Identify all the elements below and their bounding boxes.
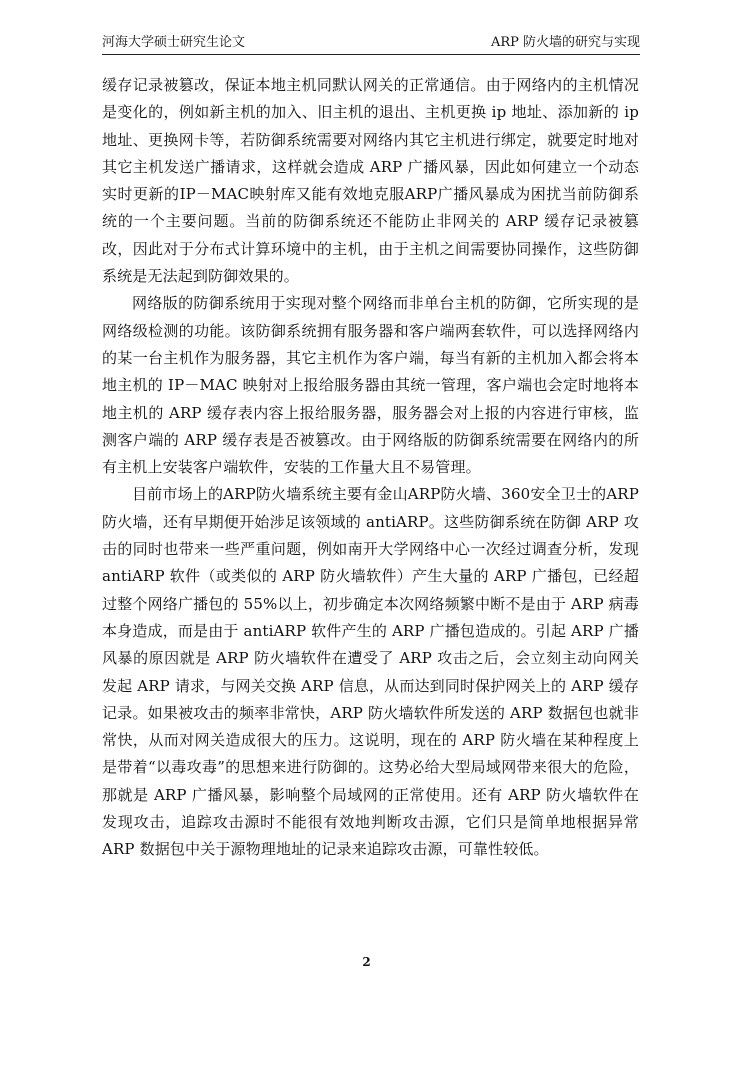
paragraph-1: 缓存记录被篡改，保证本地主机同默认网关的正常通信。由于网络内的主机情况是变化的，例如新主机的加入、旧主机的退出、主机更换 ip 地址、添加新的 ip 地址、更换网卡等，若防御系统需要对网络内其它主机进行绑定，就要定时地对其它主机发送广播请求，这样就会造成 ARP 广播风暴，因此如何建立一个动态实时更新的IP－MAC映射库又能有效地克服ARP广播风暴成为困扰当前防御系统的一个主要问题。当前的防御系统还不能防止非网关的 ARP 缓存记录被篡改，因此对于分布式计算环境中的主机，由于主机之间需要协同操作，这些防御系统是无法起到防御效果的。 bbox=[102, 76, 639, 286]
header-rule bbox=[102, 54, 640, 55]
page-number: 2 bbox=[362, 955, 371, 969]
body-text bbox=[102, 72, 639, 864]
header-thesis-title: 河海大学硕士研究生论文 bbox=[102, 35, 246, 50]
running-header bbox=[102, 34, 640, 56]
paragraph-2: 网络版的防御系统用于实现对整个网络而非单台主机的防御，它所实现的是网络级检测的功能。该防御系统拥有服务器和客户端两套软件，可以选择网络内的某一台主机作为服务器，其它主机作为客户端，每当有新的主机加入都会将本地主机的 IP－MAC 映射对上报给服务器由其统一管理，客户端也会定时地将本地主机的 ARP 缓存表内容上报给服务器，服务器会对上报的内容进行审核，监测客户端的 ARP 缓存表是否被篡改。由于网络版的防御系统需要在网络内的所有主机上安装客户端软件，安装的工作量大且不易管理。 bbox=[102, 294, 639, 477]
header-chapter-title: ARP 防火墙的研究与实现 bbox=[490, 35, 640, 50]
paragraph-3: 目前市场上的ARP防火墙系统主要有金山ARP防火墙、360安全卫士的ARP防火墙，还有早期便开始涉足该领域的 antiARP。这些防御系统在防御 ARP 攻击的同时也带来一些严重问题，例如南开大学网络中心一次经过调查分析，发现 antiARP 软件（或类似的 ARP 防火墙软件）产生大量的 ARP 广播包，已经超过整个网络广播包的 55%以上，初步确定本次网络频繁中断不是由于 ARP 病毒本身造成，而是由于 antiARP 软件产生的 ARP 广播包造成的。引起 ARP 广播风暴的原因就是 ARP 防火墙软件在遭受了 ARP 攻击之后，会立刻主动向网关发起 ARP 请求，与网关交换 ARP 信息，从而达到同时保护网关上的 ARP 缓存记录。如果被攻击的频率非常快，ARP 防火墙软件所发送的 ARP 数据包也就非常快，从而对网关造成很大的压力。这说明，现在的 ARP 防火墙在某种程度上是带着“以毒攻毒”的思想来进行防御的。这势必给大型局域网带来很大的危险，那就是 ARP 广播风暴，影响整个局域网的正常使用。还有 ARP 防火墙软件在发现攻击，追踪攻击源时不能很有效地判断攻击源，它们只是简单地根据异常 ARP 数据包中关于源物理地址的记录来追踪攻击源，可靠性较低。 bbox=[102, 485, 639, 859]
